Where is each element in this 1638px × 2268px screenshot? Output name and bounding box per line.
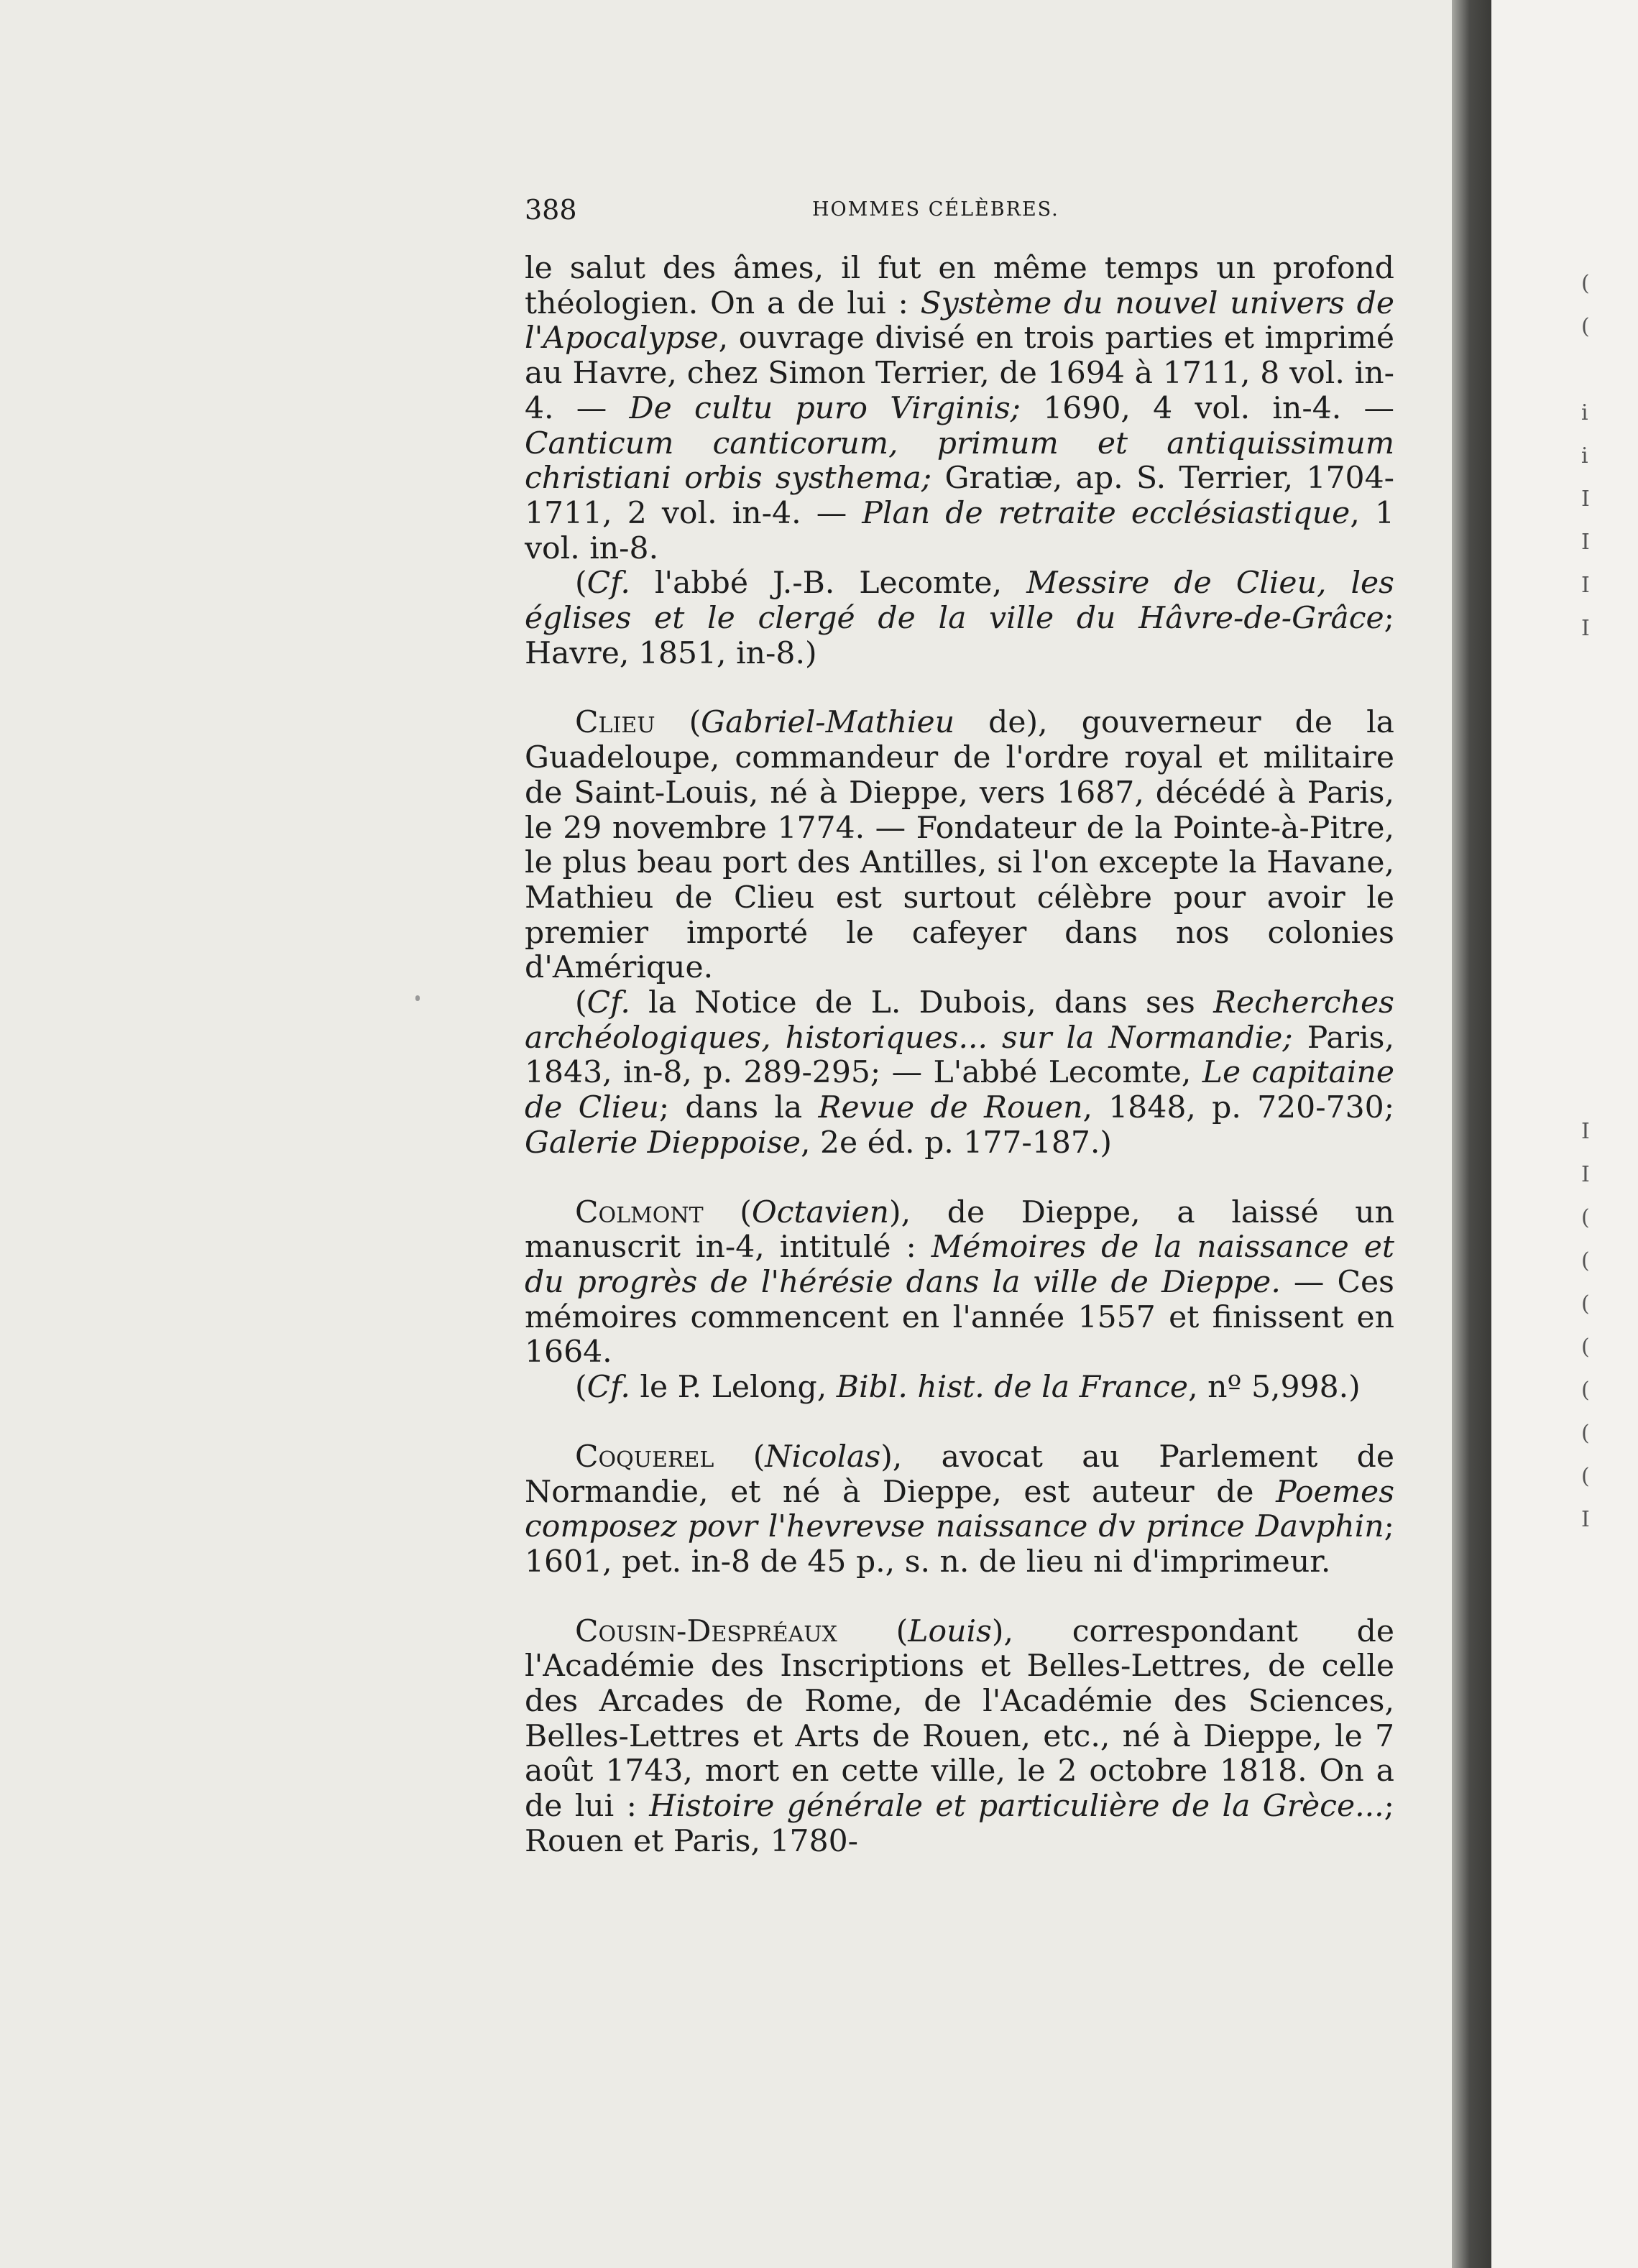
body-text — [525, 252, 1394, 1860]
margin-fragment: I — [1581, 616, 1590, 641]
text-run: ), avocat au Parlement de Normandie, et né à Dieppe, est auteur de — [525, 1439, 1395, 1510]
title-run: Bibl. hist. de la France — [836, 1370, 1189, 1406]
text-run: — Ces mémoires commencent en l'année 1557 et finissent en 1664. — [525, 1264, 1394, 1370]
margin-fragment: ( — [1581, 1205, 1590, 1230]
adjacent-page-margin-text — [1581, 216, 1624, 2084]
title-run: Messire de Clieu, les églises et le clergé de la ville du Hâvre-de-Grâce — [525, 566, 1394, 637]
entry-colmont — [525, 1196, 1394, 1371]
text-run: ), de Dieppe, a laissé un manuscrit in-4, intitulé : — [525, 1194, 1395, 1266]
title-run: Galerie Dieppoise — [525, 1125, 801, 1161]
title-run: Histoire générale et particulière de la Grèce... — [649, 1789, 1384, 1825]
margin-fragment: i — [1581, 400, 1588, 425]
title-run: Système du nouvel univers de l'Apocalypse — [525, 285, 1394, 356]
margin-fragment: ( — [1581, 1291, 1590, 1317]
paragraph-continuation — [525, 252, 1394, 566]
title-run: Mémoires de la naissance et du progrès de l'hérésie dans la ville de Dieppe. — [525, 1230, 1394, 1300]
title-run: Nicolas — [765, 1439, 881, 1475]
margin-fragment: ( — [1581, 1421, 1590, 1446]
margin-fragment: i — [1581, 443, 1588, 469]
text-run: ( — [655, 705, 701, 741]
text-run: 1690, 4 vol. in-4. — — [1020, 390, 1394, 426]
title-run: Cf. — [586, 1370, 630, 1406]
reference-note — [525, 1370, 1394, 1406]
text-run: ( — [575, 1370, 587, 1406]
text-run: , nº 5,998.) — [1188, 1370, 1361, 1406]
margin-fragment: ( — [1581, 1334, 1590, 1360]
text-run: , 1848, p. 720-730; — [1082, 1090, 1395, 1126]
margin-fragment: ( — [1581, 271, 1590, 296]
entry-cousin-despreaux — [525, 1615, 1394, 1860]
title-run: Le capitaine de Clieu — [525, 1055, 1394, 1126]
text-run: , 1 vol. in-8. — [525, 495, 1394, 566]
text-run: le salut des âmes, il fut en même temps un profond théologien. On a de lui : — [525, 251, 1394, 321]
margin-fragment: ( — [1581, 1464, 1590, 1489]
margin-fragment: I — [1581, 530, 1590, 555]
margin-fragment: I — [1581, 487, 1590, 512]
text-run: ( — [837, 1613, 908, 1649]
margin-fragment: ( — [1581, 1248, 1590, 1273]
text-run: , 2e éd. p. 177-187.) — [800, 1125, 1112, 1161]
text-run: le P. Lelong, — [630, 1370, 837, 1406]
entry-clieu — [525, 706, 1394, 986]
title-run: Cf. — [586, 985, 630, 1021]
text-run: l'abbé J.-B. Lecomte, — [630, 566, 1027, 601]
text-run: ), correspondant de l'Académie des Inscriptions et Belles-Lettres, de celle des Arcades de Rome, de l'Académie des Sciences, Belles-Lettres et Arts de Rouen, etc., né à Dieppe, le 7 août 1743, mort en cette ville, le 2 octobre 1818. On a de lui : — [525, 1613, 1394, 1825]
binding-shadow — [1452, 0, 1491, 2268]
entry-headword: Clieu — [575, 705, 655, 741]
reference-note — [525, 986, 1394, 1161]
text-run: ; Rouen et Paris, 1780- — [525, 1789, 1394, 1859]
entry-headword: Colmont — [575, 1194, 704, 1230]
margin-fragment: I — [1581, 1119, 1590, 1144]
title-run: Plan de retraite ecclésiastique — [862, 495, 1351, 531]
title-run: Canticum canticorum, primum et antiquissimum christiani orbis systhema; — [525, 425, 1394, 497]
paper-speck — [415, 995, 420, 1001]
margin-fragment: ( — [1581, 314, 1590, 339]
text-run: , ouvrage divisé en trois parties et imprimé au Havre, chez Simon Terrier, de 1694 à 1711, 8 vol. in-4. — — [525, 321, 1394, 426]
title-run: Octavien — [751, 1194, 890, 1230]
text-run: ; dans la — [658, 1090, 819, 1126]
text-run: la Notice de L. Dubois, dans ses — [630, 985, 1214, 1021]
reference-note — [525, 566, 1394, 671]
margin-fragment: I — [1581, 1162, 1590, 1187]
title-run: Gabriel-Mathieu — [701, 705, 955, 741]
text-run: Gratiæ, ap. S. Terrier, 1704-1711, 2 vol. in-4. — — [525, 461, 1394, 531]
page-number: 388 — [525, 194, 577, 226]
entry-headword: Cousin-Despréaux — [575, 1613, 837, 1649]
margin-fragment: ( — [1581, 1378, 1590, 1403]
text-run: de), gouverneur de la Guadeloupe, commandeur de l'ordre royal et militaire de Saint-Louis, né à Dieppe, vers 1687, décédé à Paris, le 29 novembre 1774. — Fondateur de la Pointe-à-Pitre, le plus beau port des Antilles, si l'on excepte la Havane, Mathieu de Clieu est surtout célèbre pour avoir le premier importé le cafeyer dans nos colonies d'Amérique. — [525, 705, 1394, 986]
title-run: De cultu puro Virginis; — [629, 390, 1021, 426]
margin-fragment: I — [1581, 573, 1590, 598]
page-header — [525, 194, 1394, 230]
text-run: ( — [575, 985, 587, 1021]
title-run: Cf. — [586, 566, 630, 601]
title-run: Recherches archéologiques, historiques... sur la Normandie; — [525, 985, 1394, 1056]
text-run: ( — [575, 566, 587, 601]
text-run: ; Havre, 1851, in-8.) — [525, 601, 1394, 671]
entry-headword: Coquerel — [575, 1439, 714, 1475]
margin-fragment: I — [1581, 1507, 1590, 1532]
text-run: Paris, 1843, in-8, p. 289-295; — L'abbé Lecomte, — [525, 1020, 1394, 1091]
text-run: ; 1601, pet. in-8 de 45 p., s. n. de lieu ni d'imprimeur. — [525, 1509, 1394, 1580]
running-head: HOMMES CÉLÈBRES. — [812, 198, 1059, 221]
title-run: Revue de Rouen — [818, 1090, 1083, 1126]
text-run: ( — [703, 1194, 752, 1230]
entry-coquerel — [525, 1440, 1394, 1580]
title-run: Louis — [908, 1613, 992, 1649]
title-run: Poemes composez povr l'hevrevse naissance dv prince Davphin — [525, 1474, 1394, 1545]
text-run: ( — [714, 1439, 765, 1475]
